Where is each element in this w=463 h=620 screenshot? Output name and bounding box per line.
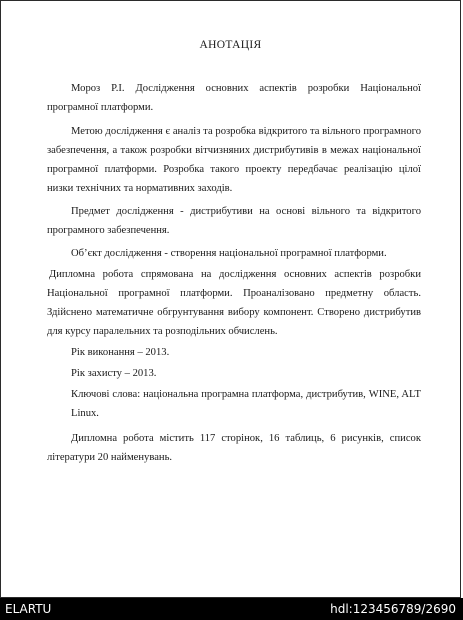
abstract-body [47,79,421,467]
repository-footer [0,598,463,620]
page-title: АНОТАЦІЯ [199,39,262,51]
paragraph-keywords: Ключові слова: національна програмна платформа, дистрибутив, WINE, ALT Linux. [71,389,421,419]
paragraph-purpose: Метою дослідження є аналіз та розробка відкритого та вільного програмного забезпечення, а також розробки вітчизняних дистрибутивів в межах національної програмної платформи. Розробка такого проекту передбачає реалізацію цілої низки технічних та нормативних заходів. [47,126,421,194]
repository-name: ELARTU [5,602,52,616]
paragraph-year-defense: Рік захисту – 2013. [71,368,157,379]
paragraph-subject: Предмет дослідження - дистрибутиви на основі вільного та відкритого програмного забезпечення. [47,206,421,236]
paragraph-author-topic: Мороз Р.І. Дослідження основних аспектів розробки Національної програмної платформи. [47,83,421,113]
paragraph-object: Об’єкт дослідження - створення національної програмної платформи. [71,248,387,259]
paragraph-year-completed: Рік виконання – 2013. [71,347,170,358]
paragraph-statistics: Дипломна робота містить 117 сторінок, 16 таблиць, 6 рисунків, список літератури 20 найменувань. [47,433,421,463]
paragraph-summary: Дипломна робота спрямована на дослідження основних аспектів розробки Національної програмної платформи. Проаналізовано предметну область. Здійснено математичне обгрунтування вибору компонент. Створено дистрибутив для курсу паралельних та розподільних обчислень. [47,269,421,337]
handle-identifier: hdl:123456789/2690 [330,602,456,616]
